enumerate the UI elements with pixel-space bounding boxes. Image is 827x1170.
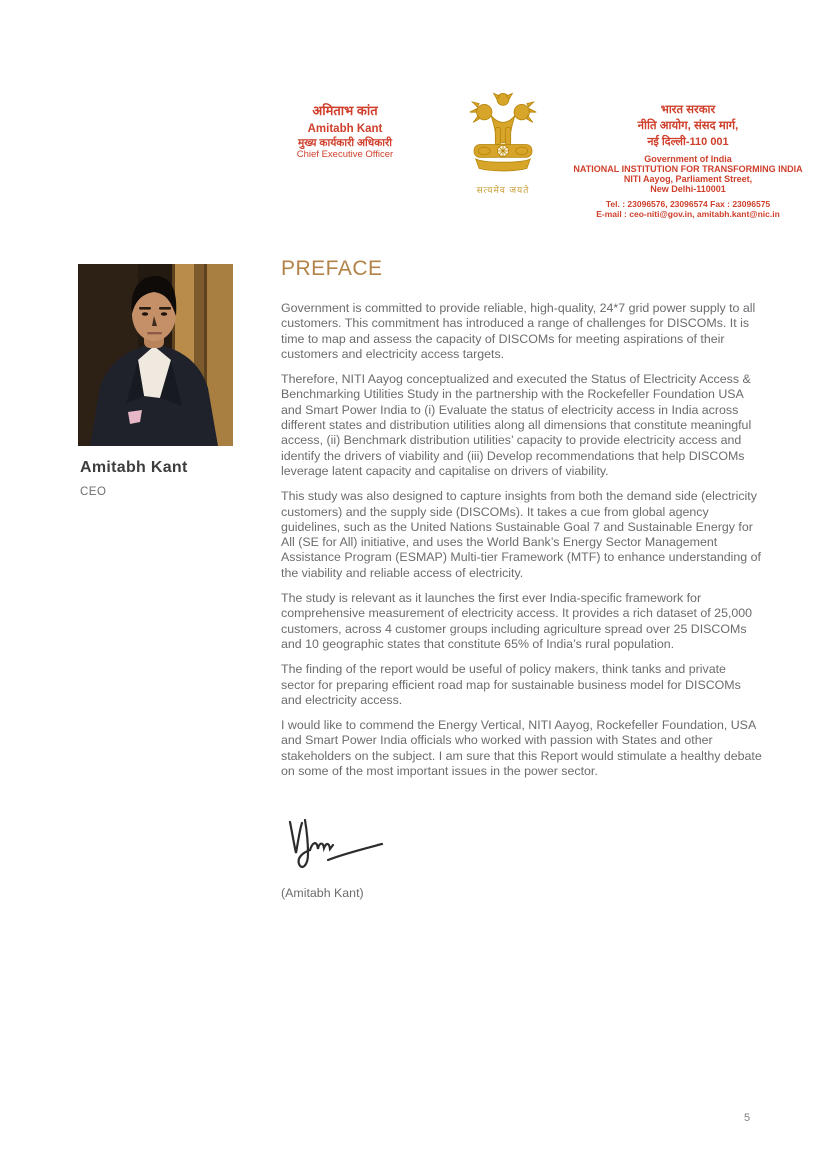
preface-paragraph-5: The finding of the report would be useful of policy makers, think tanks and private sector for preparing efficient road map for sustainable business model for DISCOMs and electricity access. xyxy=(281,662,741,707)
officer-name-hindi: अमिताभ कांत xyxy=(312,103,378,118)
preface-paragraph-2: Therefore, NITI Aayog conceptualized and executed the Status of Electricity Access & Benchmarking Utilities Study in the partnership with the Rockefeller Foundation USA and Smart Power India to (i) Evaluate the status of electricity access in India across different states and distribution utilities along all dimensions that constitute meaningful access, (ii) Benchmark distribution utilities’ capacity to provide electricity access and identify the drivers of viability and (iii) Develop recommendations that help DISCOMs leverage latent capacity and capitalise on drivers of viability. xyxy=(281,372,752,478)
emblem-of-india-icon xyxy=(455,90,551,182)
preface-paragraph-3: This study was also designed to capture insights from both the demand side (electricity customers) and the supply side (DISCOMs). It takes a cue from global agency guidelines, such as the United Nations Sustainable Goal 7 and Sustainable Energy for All (SE for All) initiative, and uses the World Bank’s Energy Sector Management Assistance Program (ESMAP) Multi-tier Framework (MTF) to enhance understanding of the viability and reliable access of electricity. xyxy=(281,489,761,580)
page-number: 5 xyxy=(744,1112,751,1124)
org-address-line1: NITI Aayog, Parliament Street, xyxy=(623,174,753,185)
preface-title: PREFACE xyxy=(281,257,383,280)
preface-paragraph-6: I would like to commend the Energy Vertical, NITI Aayog, Rockefeller Foundation, USA and Smart Power India officials who worked with passion with States and other stakeholders on the subject. I am sure that this Report would stimulate a healthy debate on some of the most important issues in the power sector. xyxy=(281,718,762,779)
officer-name: Amitabh Kant xyxy=(307,122,383,135)
gov-of-india-hindi: भारत सरकार xyxy=(660,104,716,116)
preface-body xyxy=(281,301,763,789)
profile-name: Amitabh Kant xyxy=(80,459,188,476)
officer-title-hindi: मुख्य कार्यकारी अधिकारी xyxy=(297,137,392,150)
org-telephone: Tel. : 23096576, 23096574 Fax : 23096575 xyxy=(605,199,771,210)
gov-of-india: Government of India xyxy=(644,154,732,165)
org-address-line2: New Delhi-110001 xyxy=(650,184,726,195)
officer-title: Chief Executive Officer xyxy=(296,149,394,161)
emblem-motto: सत्यमेव जयते xyxy=(476,185,530,195)
preface-paragraph-1: Government is committed to provide reliable, high-quality, 24*7 grid power supply to all customers. This commitment has introduced a range of challenges for DISCOMs. It is time to map and assess the capacity of DISCOMs for meeting aspirations of their customers and electricity access targets. xyxy=(281,301,756,361)
org-name: NATIONAL INSTITUTION FOR TRANSFORMING INDIA xyxy=(573,164,803,175)
new-delhi-hindi: नई दिल्ली-110 001 xyxy=(647,135,729,148)
niti-aayog-hindi: नीति आयोग, संसद मार्ग, xyxy=(637,119,739,132)
emblem-of-india xyxy=(455,90,551,196)
portrait-photo xyxy=(78,264,233,446)
profile-role: CEO xyxy=(80,486,107,498)
preface-paragraph-4: The study is relevant as it launches the first ever India-specific framework for comprehensive measurement of electricity access. It provides a rich dataset of 25,000 customers, across 4 customer groups including agriculture spread over 25 DISCOMs and 10 geographic states that constitute 65% of India’s rural population. xyxy=(281,591,753,651)
signature-name: (Amitabh Kant) xyxy=(281,886,364,900)
letterhead-org-block xyxy=(555,104,821,219)
org-email: E-mail : ceo-niti@gov.in, amitabh.kant@nic.in xyxy=(596,208,780,219)
signature-icon xyxy=(283,818,401,885)
letterhead-officer-block xyxy=(270,104,420,161)
